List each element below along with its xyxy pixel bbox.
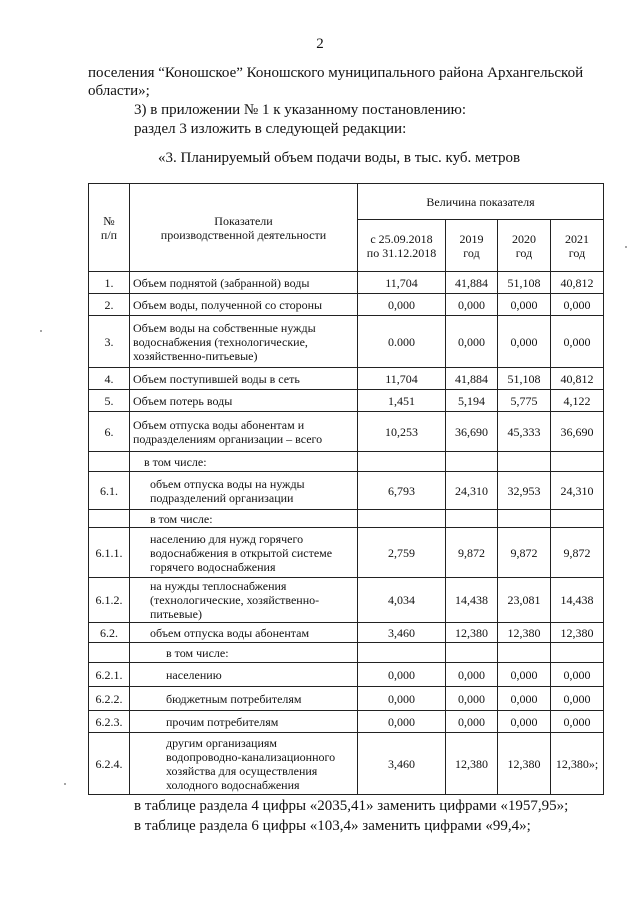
row-value-2021: 0,000 xyxy=(551,663,604,687)
header-2019: 2019 год xyxy=(446,220,498,272)
row-value-period xyxy=(358,643,446,663)
row-value-2021: 40,812 xyxy=(551,272,604,294)
row-value-2021: 40,812 xyxy=(551,368,604,390)
row-value-2019: 36,690 xyxy=(446,412,498,452)
row-value-period: 0.000 xyxy=(358,316,446,368)
row-value-2021: 36,690 xyxy=(551,412,604,452)
row-value-2021: 0,000 xyxy=(551,711,604,733)
table-row xyxy=(89,711,604,733)
row-value-2021: 4,122 xyxy=(551,390,604,412)
row-number xyxy=(89,510,130,528)
header-2021: 2021 год xyxy=(551,220,604,272)
scan-speck xyxy=(64,783,66,785)
row-value-period: 2,759 xyxy=(358,528,446,578)
row-value-period: 0,000 xyxy=(358,711,446,733)
row-value-2019: 14,438 xyxy=(446,578,498,623)
row-number: 6.2.2. xyxy=(89,687,130,711)
table-row xyxy=(89,733,604,795)
row-name: объем отпуска воды абонентам xyxy=(130,623,358,643)
row-number: 6.2. xyxy=(89,623,130,643)
table-row xyxy=(89,452,604,472)
table-row xyxy=(89,272,604,294)
row-name: прочим потребителям xyxy=(130,711,358,733)
row-number: 6.1.1. xyxy=(89,528,130,578)
row-value-2021 xyxy=(551,510,604,528)
table-row xyxy=(89,578,604,623)
row-number: 1. xyxy=(89,272,130,294)
row-name: Объем воды на собственные нужды водоснабжения (технологические, хозяйственно-питьевые) xyxy=(130,316,358,368)
table-row xyxy=(89,643,604,663)
row-value-2020 xyxy=(498,643,551,663)
row-value-2019: 24,310 xyxy=(446,472,498,510)
row-value-2020: 12,380 xyxy=(498,623,551,643)
row-name: бюджетным потребителям xyxy=(130,687,358,711)
row-value-period: 0,000 xyxy=(358,663,446,687)
row-value-2020: 0,000 xyxy=(498,316,551,368)
table-row xyxy=(89,472,604,510)
row-name: Объем поступившей воды в сеть xyxy=(130,368,358,390)
row-value-2020: 0,000 xyxy=(498,711,551,733)
row-value-2019: 0,000 xyxy=(446,316,498,368)
row-value-2020: 12,380 xyxy=(498,733,551,795)
row-value-2019: 12,380 xyxy=(446,733,498,795)
row-number: 2. xyxy=(89,294,130,316)
row-number: 6.1.2. xyxy=(89,578,130,623)
row-value-2020: 0,000 xyxy=(498,294,551,316)
row-value-period: 0,000 xyxy=(358,687,446,711)
header-period: с 25.09.2018 по 31.12.2018 xyxy=(358,220,446,272)
footer-line-2: в таблице раздела 6 цифры «103,4» заменить цифрами «99,4»; xyxy=(134,818,531,834)
row-number: 6.2.4. xyxy=(89,733,130,795)
row-value-2021: 24,310 xyxy=(551,472,604,510)
row-value-2021: 0,000 xyxy=(551,316,604,368)
water-supply-table xyxy=(88,183,604,795)
row-value-2020 xyxy=(498,452,551,472)
row-value-2021: 12,380»; xyxy=(551,733,604,795)
intro-line-1: поселения “Коношское” Коношского муниципального района Архангельской xyxy=(88,65,584,81)
row-number: 4. xyxy=(89,368,130,390)
header-indicator: Показатели производственной деятельности xyxy=(130,184,358,272)
row-value-period: 0,000 xyxy=(358,294,446,316)
row-value-2020: 51,108 xyxy=(498,368,551,390)
row-value-period: 1,451 xyxy=(358,390,446,412)
row-value-2019 xyxy=(446,510,498,528)
row-value-period: 6,793 xyxy=(358,472,446,510)
row-value-2019 xyxy=(446,643,498,663)
row-name: населению xyxy=(130,663,358,687)
row-name: в том числе: xyxy=(130,510,358,528)
row-value-2021: 14,438 xyxy=(551,578,604,623)
row-value-2019 xyxy=(446,452,498,472)
row-name: в том числе: xyxy=(130,452,358,472)
row-value-2019: 5,194 xyxy=(446,390,498,412)
row-value-2019: 41,884 xyxy=(446,272,498,294)
row-number: 6.2.3. xyxy=(89,711,130,733)
table-row xyxy=(89,316,604,368)
row-number: 6.2.1. xyxy=(89,663,130,687)
row-value-2021: 12,380 xyxy=(551,623,604,643)
row-number xyxy=(89,643,130,663)
row-value-2020: 5,775 xyxy=(498,390,551,412)
row-name: на нужды теплоснабжения (технологические, хозяйственно-питьевые) xyxy=(130,578,358,623)
row-value-2019: 41,884 xyxy=(446,368,498,390)
row-value-2019: 0,000 xyxy=(446,663,498,687)
row-value-2020: 23,081 xyxy=(498,578,551,623)
row-name: объем отпуска воды на нужды подразделений организации xyxy=(130,472,358,510)
row-value-2019: 0,000 xyxy=(446,294,498,316)
row-value-2020 xyxy=(498,510,551,528)
row-value-2019: 9,872 xyxy=(446,528,498,578)
table-row xyxy=(89,623,604,643)
row-value-period: 3,460 xyxy=(358,623,446,643)
row-value-period: 11,704 xyxy=(358,368,446,390)
row-name: Объем потерь воды xyxy=(130,390,358,412)
row-value-2021: 0,000 xyxy=(551,687,604,711)
table-row xyxy=(89,510,604,528)
row-name: Объем воды, полученной со стороны xyxy=(130,294,358,316)
row-value-2020: 9,872 xyxy=(498,528,551,578)
table-row xyxy=(89,528,604,578)
row-value-period: 3,460 xyxy=(358,733,446,795)
table-row xyxy=(89,663,604,687)
row-value-2021 xyxy=(551,452,604,472)
row-value-2019: 0,000 xyxy=(446,687,498,711)
row-number: 6. xyxy=(89,412,130,452)
row-number: 6.1. xyxy=(89,472,130,510)
row-value-2021: 9,872 xyxy=(551,528,604,578)
page-number: 2 xyxy=(316,36,324,52)
table-row xyxy=(89,294,604,316)
header-2020: 2020 год xyxy=(498,220,551,272)
row-value-period: 11,704 xyxy=(358,272,446,294)
row-name: населению для нужд горячего водоснабжения в открытой системе горячего водоснабжения xyxy=(130,528,358,578)
row-value-2020: 0,000 xyxy=(498,687,551,711)
row-value-2020: 0,000 xyxy=(498,663,551,687)
row-value-2019: 0,000 xyxy=(446,711,498,733)
row-number: 5. xyxy=(89,390,130,412)
row-value-2020: 51,108 xyxy=(498,272,551,294)
scan-speck xyxy=(40,330,42,332)
row-value-period xyxy=(358,452,446,472)
table-row xyxy=(89,687,604,711)
row-value-period: 10,253 xyxy=(358,412,446,452)
table-row xyxy=(89,390,604,412)
row-value-period: 4,034 xyxy=(358,578,446,623)
header-no: № п/п xyxy=(89,184,130,272)
row-value-period xyxy=(358,510,446,528)
table-row xyxy=(89,412,604,452)
row-value-2020: 45,333 xyxy=(498,412,551,452)
row-name: другим организациям водопроводно-канализационного хозяйства для осуществления холодного водоснабжения xyxy=(130,733,358,795)
header-group: Величина показателя xyxy=(358,184,604,220)
table-row xyxy=(89,368,604,390)
row-value-2019: 12,380 xyxy=(446,623,498,643)
row-name: Объем отпуска воды абонентам и подразделениям организации – всего xyxy=(130,412,358,452)
row-name: в том числе: xyxy=(130,643,358,663)
footer-line-1: в таблице раздела 4 цифры «2035,41» заменить цифрами «1957,95»; xyxy=(134,798,569,814)
intro-line-2: области»; xyxy=(88,83,150,99)
row-value-2021 xyxy=(551,643,604,663)
row-value-2020: 32,953 xyxy=(498,472,551,510)
intro-line-3: 3) в приложении № 1 к указанному постановлению: xyxy=(134,102,466,118)
row-number xyxy=(89,452,130,472)
row-value-2021: 0,000 xyxy=(551,294,604,316)
table-caption: «3. Планируемый объем подачи воды, в тыс. куб. метров xyxy=(158,150,521,166)
scan-speck xyxy=(625,246,627,248)
intro-line-4: раздел 3 изложить в следующей редакции: xyxy=(134,121,407,137)
row-name: Объем поднятой (забранной) воды xyxy=(130,272,358,294)
row-number: 3. xyxy=(89,316,130,368)
